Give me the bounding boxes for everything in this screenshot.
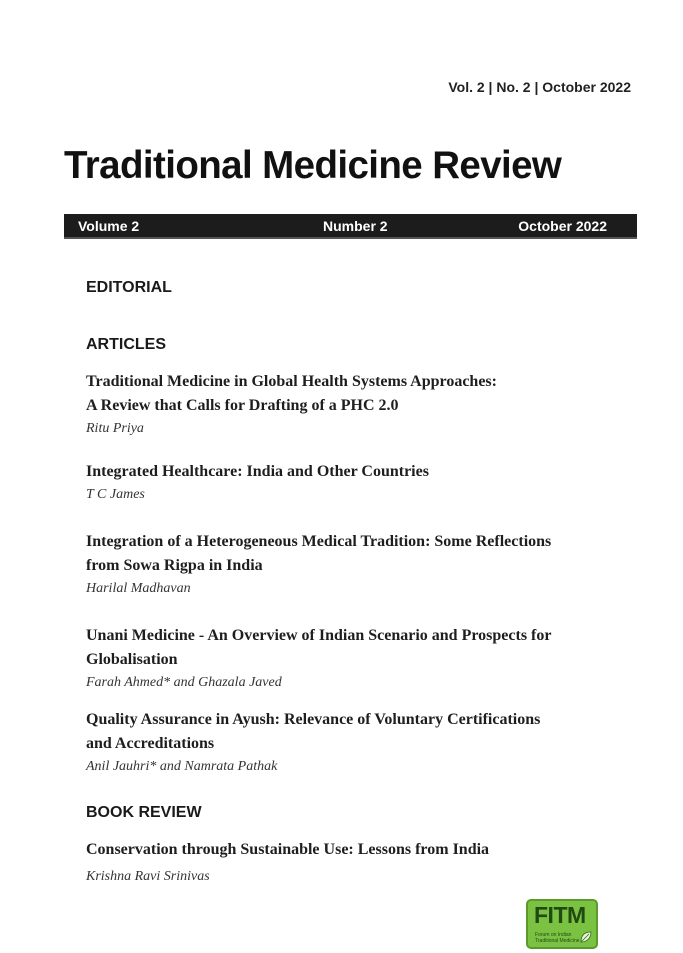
article-title: Unani Medicine - An Overview of Indian Scenario and Prospects for Globalisation <box>86 627 552 668</box>
fitm-logo <box>526 899 598 949</box>
logo-subtitle: Forum on Indian Traditional Medicine <box>535 932 580 944</box>
article-author: Farah Ahmed* and Ghazala Javed <box>86 675 282 690</box>
logo-text: FITM <box>534 902 586 928</box>
article-author: Ritu Priya <box>86 421 144 436</box>
article-author: Anil Jauhri* and Namrata Pathak <box>86 759 278 774</box>
article-title: Integrated Healthcare: India and Other Countries <box>86 463 429 480</box>
article-entry[interactable] <box>86 460 626 505</box>
journal-title: Traditional Medicine Review <box>64 144 562 187</box>
book-review-entry[interactable] <box>86 838 626 887</box>
article-entry[interactable] <box>86 530 626 599</box>
article-entry[interactable] <box>86 624 626 693</box>
section-heading-editorial[interactable]: EDITORIAL <box>86 279 172 296</box>
book-review-title: Conservation through Sustainable Use: Lessons from India <box>86 841 490 858</box>
number-label: Number 2 <box>323 218 388 234</box>
article-title: Traditional Medicine in Global Health Systems Approaches: A Review that Calls for Drafting of a PHC 2.0 <box>86 373 497 414</box>
leaf-icon <box>579 930 593 944</box>
section-heading-book-review: BOOK REVIEW <box>86 804 202 821</box>
book-review-author: Krishna Ravi Srinivas <box>86 869 210 884</box>
article-author: Harilal Madhavan <box>86 581 191 596</box>
issue-line: Vol. 2 | No. 2 | October 2022 <box>448 79 631 95</box>
article-entry[interactable] <box>86 708 626 777</box>
article-author: T C James <box>86 487 145 502</box>
article-entry[interactable] <box>86 370 626 439</box>
volume-label: Volume 2 <box>78 218 140 234</box>
article-title: Quality Assurance in Ayush: Relevance of Voluntary Certifications and Accreditations <box>86 711 541 752</box>
date-label: October 2022 <box>518 218 607 234</box>
info-bar <box>64 214 637 239</box>
section-heading-articles: ARTICLES <box>86 336 166 353</box>
article-title: Integration of a Heterogeneous Medical Tradition: Some Reflections from Sowa Rigpa in India <box>86 533 552 574</box>
